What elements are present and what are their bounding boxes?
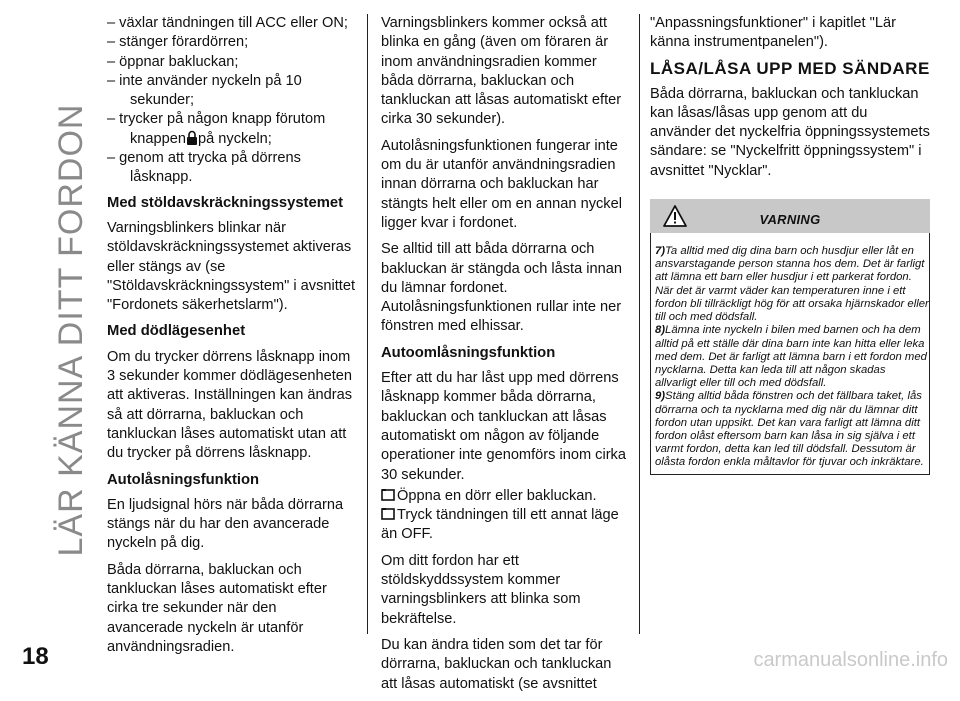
heading-theft-deterrent: Med stöldavskräckningssystemet: [107, 194, 344, 211]
warning-text: Lämna inte nyckeln i bilen med barnen och ha dem alltid på ett ställe där dina barn inte kan hitta eller leka med dem. Det är farligt att lämna barn i ett fordon med nycklarna. Detta kan leda till att någon skadas allvarligt eller till och med dödsfall.: [655, 324, 927, 390]
heading-transmitter: LÅSA/LÅSA UPP MED SÄNDARE: [650, 58, 930, 78]
warning-number: 9): [655, 390, 666, 403]
paragraph: Om ditt fordon har ett stöldskyddssystem kommer varningsblinkers att blinka som bekräftelse.: [381, 552, 581, 627]
column-3: [650, 14, 930, 475]
watermark: carmanualsonline.info: [753, 649, 948, 671]
heading-deadlock: Med dödlägesenhet: [107, 323, 246, 340]
warning-number: 7): [655, 245, 666, 258]
paragraph: Om du trycker dörrens låsknapp inom 3 sekunder kommer dödlägesenheten att aktiveras. Inställningen kan ändras så att dörrarna, bakluckan och tankluckan låses automatiskt utan att du trycker på dörrens låsknapp.: [107, 348, 353, 462]
paragraph: "Anpassningsfunktioner" i kapitlet "Lär känna instrumentpanelen").: [650, 15, 896, 51]
warning-box: [650, 233, 930, 474]
list-item-text: på nyckeln;: [198, 130, 272, 147]
paragraph-text: Autolåsningsfunktionen rullar inte ner fönstren med elhissar.: [381, 299, 622, 335]
warning-title: VARNING: [759, 212, 821, 228]
check-item: [381, 487, 631, 506]
list-item: – växlar tändningen till ACC eller ON;: [107, 15, 348, 31]
list-item: – stänger förardörren;: [107, 34, 249, 51]
paragraph-text: Se alltid till att båda dörrarna och bakluckan är stängda och låsta innan du lämnar fordonet.: [381, 241, 622, 296]
warning-item: [655, 390, 929, 469]
heading-autorelock: Autoomlåsningsfunktion: [381, 344, 556, 361]
paragraph: En ljudsignal hörs när båda dörrarna stängs när du har den avancerade nyckeln på dig.: [107, 496, 344, 552]
heading-autolock: Autolåsningsfunktion: [107, 471, 260, 488]
paragraph: Båda dörrarna, bakluckan och tankluckan låses automatiskt efter cirka tre sekunder när den avancerade nyckeln är utanför användningsradien.: [107, 561, 327, 655]
warning-item: [655, 324, 929, 390]
column-1: [107, 14, 355, 664]
warning-header: [650, 199, 930, 233]
list-item: – genom att trycka på dörrens låsknapp.: [107, 150, 301, 186]
condition-list: [107, 14, 355, 188]
warning-number: 8): [655, 324, 666, 337]
list-item: – öppnar bakluckan;: [107, 53, 239, 70]
check-item-text: Öppna en dörr eller bakluckan.: [397, 487, 597, 504]
list-item: [107, 110, 355, 149]
check-item-text: Tryck tändningen till ett annat läge än OFF.: [381, 507, 619, 543]
paragraph: Varningsblinkers kommer också att blinka en gång (även om föraren är inom användningsradien kommer båda dörrarna, bakluckan och tankluckan att låsas automatiskt efter cirka 30 sekunder).: [381, 15, 622, 128]
paragraph: Du kan ändra tiden som det tar för dörrarna, bakluckan och tankluckan att låsas automatiskt (se avsnittet: [381, 636, 612, 692]
checkbox-icon: [381, 508, 395, 520]
paragraph: Varningsblinkers blinkar när stöldavskräckningssystemet aktiveras eller stängs av (se "Stöldavskräckningssystem" i avsnittet "Fordonets säkerhetslarm").: [107, 219, 356, 314]
paragraph: Autolåsningsfunktionen fungerar inte om du är utanför användningsradien innan dörrarna och bakluckan har stängts helt eller om en annan nyckel ligger kvar i fordonet.: [381, 137, 622, 231]
list-item: – inte använder nyckeln på 10 sekunder;: [107, 72, 302, 109]
page-number: 18: [22, 643, 49, 670]
check-item: [381, 506, 631, 545]
warning-text: Ta alltid med dig dina barn och husdjur eller låt en ansvarstagande person stanna hos dem. Det är farligt att lämna ett barn eller husdjur i ett parkerat fordon. När det är varmt väder kan temperaturen inne i ett fordon bli tillräckligt hög för att orsaka hjärnskador eller till och med dödsfall.: [655, 245, 929, 324]
checkbox-icon: [381, 489, 395, 501]
lock-icon: [186, 130, 198, 145]
warning-item: [655, 245, 929, 324]
paragraph: [381, 240, 631, 336]
column-divider-1: [367, 14, 368, 634]
list-item-text: – trycker på någon knapp förutom knappen: [107, 111, 326, 147]
paragraph: Båda dörrarna, bakluckan och tankluckan kan låsas/låsas upp genom att du använder det nyckelfria öppningssystemets sändare: se "Nyckelfritt öppningssystem" i avsnittet "Nycklar".: [650, 85, 930, 179]
column-2: [381, 14, 631, 701]
chapter-side-title: LÄR KÄNNA DITT FORDON: [52, 103, 90, 557]
paragraph: Efter att du har låst upp med dörrens låsknapp kommer båda dörrarna, bakluckan och tankluckan att låsas automatiskt om någon av följande operationer inte genomförs inom cirka 30 sekunder.: [381, 370, 626, 483]
column-divider-2: [639, 14, 640, 634]
warning-text: Stäng alltid båda fönstren och det fällbara taket, lås dörrarna och ta nycklarna med dig när du lämnar ditt fordon utan uppsikt. Det kan vara farligt att lämna ditt fordon olåst eftersom barn kan låsa in sig själva i ett varmt fordon, detta kan led till dödsfall. Dessutom är olåsta fordon enkla måltavlor för tjuvar och inkräktare.: [655, 390, 924, 469]
